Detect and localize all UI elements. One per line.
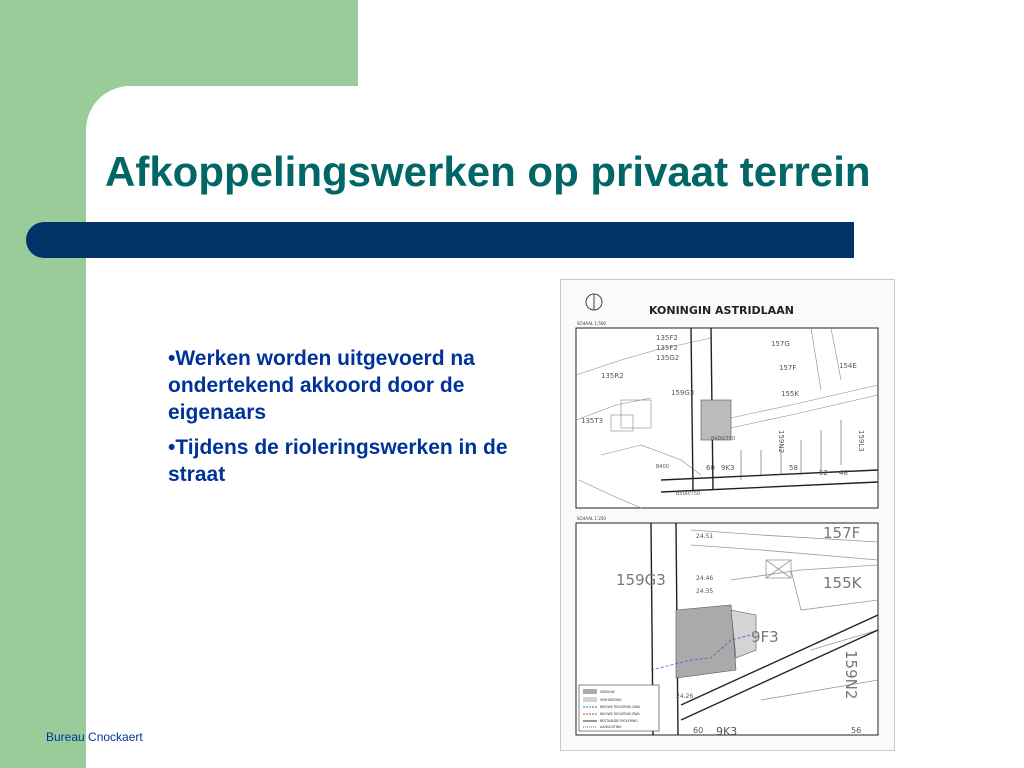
bullet-list <box>168 345 548 496</box>
bullet-item: •Werken worden uitgevoerd na ondertekend akkoord door de eigenaars <box>168 347 475 424</box>
plot-label: B500/750 <box>676 491 701 497</box>
plot-label: 157F <box>779 364 797 372</box>
bullet-item: •Tijdens de rioleringswerken in de straat <box>168 436 508 486</box>
plot-label: 155K <box>823 574 862 592</box>
plot-label: 155K <box>781 390 799 398</box>
plot-label: 135G2 <box>656 354 680 362</box>
legend-entry: NIEUWE RIOLERING DWA <box>600 705 640 709</box>
scale-bottom: SCHAAL 1:250 <box>577 516 606 521</box>
map-header: KONINGIN ASTRIDLAAN <box>649 304 794 317</box>
level-label: 24.26 <box>676 693 694 700</box>
map-legend <box>579 685 659 731</box>
plot-label: 9F3 <box>751 628 779 646</box>
plot-label: 159N2 <box>842 650 860 700</box>
plot-label: 56 <box>851 726 862 735</box>
level-label: 24.35 <box>696 588 714 595</box>
plot-label: 135F2 <box>656 334 678 342</box>
plot-label: 159G3 <box>616 571 666 589</box>
plot-label: 159L3 <box>857 430 865 452</box>
plot-label: 135F2 <box>656 344 678 352</box>
plot-label: 60 <box>706 464 715 472</box>
legend-entry: VERHARDING <box>600 698 622 702</box>
legend-entry: BESTAANDE RIOLERING <box>600 719 638 723</box>
legend-entry: NIEUWE RIOLERING RWA <box>600 712 640 716</box>
footer-text: Bureau Cnockaert <box>46 730 143 744</box>
slide-title: Afkoppelingswerken op privaat terrein <box>105 148 871 195</box>
plot-label: 154E <box>839 362 857 370</box>
plot-label: 9K3 <box>716 725 738 738</box>
plot-label: 157F <box>823 524 861 542</box>
plot-label: 159G3 <box>671 389 695 397</box>
plot-label: 48 <box>839 469 848 477</box>
plot-label: 157G <box>771 340 790 348</box>
logo-icon <box>586 294 602 310</box>
plot-label: 52 <box>819 469 828 477</box>
plot-label: 9K3 <box>721 464 735 472</box>
level-label: 24.46 <box>696 575 714 582</box>
level-label: 24.51 <box>696 533 714 540</box>
plot-label: 60 <box>693 726 704 735</box>
green-left-strip <box>0 0 86 768</box>
plot-label: 135T3 <box>581 417 604 425</box>
plot-label: B400 <box>656 464 669 470</box>
site-plan-image <box>560 279 895 751</box>
top-site-plan <box>576 328 878 508</box>
plot-label: 159N2 <box>777 430 785 454</box>
legend-entry: AANSLUITING <box>600 725 622 729</box>
plot-label: 58 <box>789 464 798 472</box>
scale-top: SCHAAL 1:500 <box>577 321 606 326</box>
bottom-site-plan <box>576 523 878 738</box>
plot-label: 135R2 <box>601 372 624 380</box>
legend-entry: GEBOUW <box>600 690 615 694</box>
title-underline-bar <box>26 222 854 258</box>
plot-label: B400/750 <box>711 436 736 442</box>
